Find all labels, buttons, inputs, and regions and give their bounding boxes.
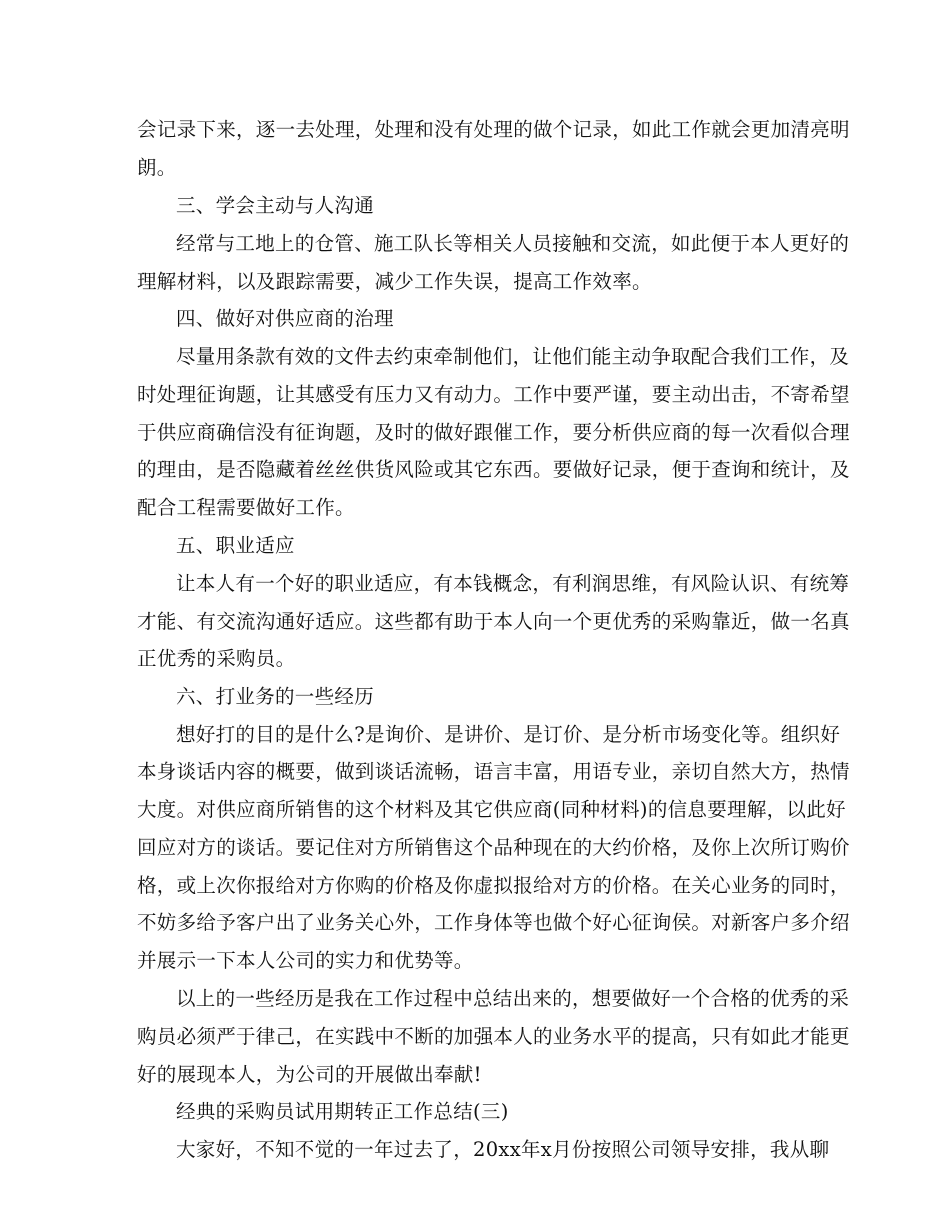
body-text-line: 以上的一些经历是我在工作过程中总结出来的，想要做好一个合格的优秀的采 [176, 987, 850, 1010]
section-heading: 四、做好对供应商的治理 [176, 307, 394, 330]
body-text-line: 于供应商确信没有征询题，及时的做好跟催工作，要分析供应商的每一次看似合理 [137, 421, 850, 444]
body-text-line: 配合工程需要做好工作。 [137, 496, 355, 519]
body-text-line: 的理由，是否隐藏着丝丝供货风险或其它东西。要做好记录，便于查询和统计，及 [137, 458, 850, 481]
body-text-line: 时处理征询题，让其感受有压力又有动力。工作中要严谨，要主动出击，不寄希望 [137, 383, 850, 406]
body-text-line: 回应对方的谈话。要记住对方所销售这个品种现在的大约价格，及你上次所订购价 [137, 836, 850, 859]
body-text-line: 购员必须严于律己，在实践中不断的加强本人的业务水平的提高，只有如此才能更 [137, 1025, 850, 1048]
body-text-line: 好的展现本人，为公司的开展做出奉献! [137, 1063, 482, 1086]
body-text-line: 尽量用条款有效的文件去约束牵制他们，让他们能主动争取配合我们工作，及 [176, 345, 850, 368]
body-text-line: 不妨多给予客户出了业务关心外，工作身体等也做个好心征询侯。对新客户多介绍 [137, 911, 850, 934]
section-heading: 三、学会主动与人沟通 [176, 194, 375, 217]
body-text-line: 才能、有交流沟通好适应。这些都有助于本人向一个更优秀的采购靠近，做一名真 [137, 610, 850, 633]
section-heading: 五、职业适应 [176, 534, 295, 557]
body-text-line: 大度。对供应商所销售的这个材料及其它供应商(同种材料)的信息要理解，以此好 [137, 798, 846, 821]
body-text-line: 朗。 [137, 156, 177, 179]
body-text-line: 让本人有一个好的职业适应，有本钱概念，有利润思维，有风险认识、有统筹 [176, 572, 850, 595]
body-text-line: 大家好，不知不觉的一年过去了，20xx年x月份按照公司领导安排，我从聊 [176, 1138, 830, 1161]
section-heading: 六、打业务的一些经历 [176, 685, 375, 708]
body-text-line: 正优秀的采购员。 [137, 647, 296, 670]
body-text-line: 格，或上次你报给对方你购的价格及你虚拟报给对方的价格。在关心业务的同时， [137, 874, 850, 897]
body-text-line: 理解材料，以及跟踪需要，减少工作失误，提高工作效率。 [137, 270, 652, 293]
body-text-line: 并展示一下本人公司的实力和优势等。 [137, 949, 474, 972]
body-text-line: 经常与工地上的仓管、施工队长等相关人员接触和交流，如此便于本人更好的 [176, 232, 850, 255]
body-text-line: 本身谈话内容的概要，做到谈话流畅，语言丰富，用语专业，亲切自然大方，热情 [137, 760, 850, 783]
body-text-line: 会记录下来，逐一去处理，处理和没有处理的做个记录，如此工作就会更加清亮明 [137, 118, 850, 141]
body-text-line: 想好打的目的是什么?是询价、是讲价、是订价、是分析市场变化等。组织好 [176, 723, 841, 746]
section-heading: 经典的采购员试用期转正工作总结(三) [176, 1100, 509, 1123]
